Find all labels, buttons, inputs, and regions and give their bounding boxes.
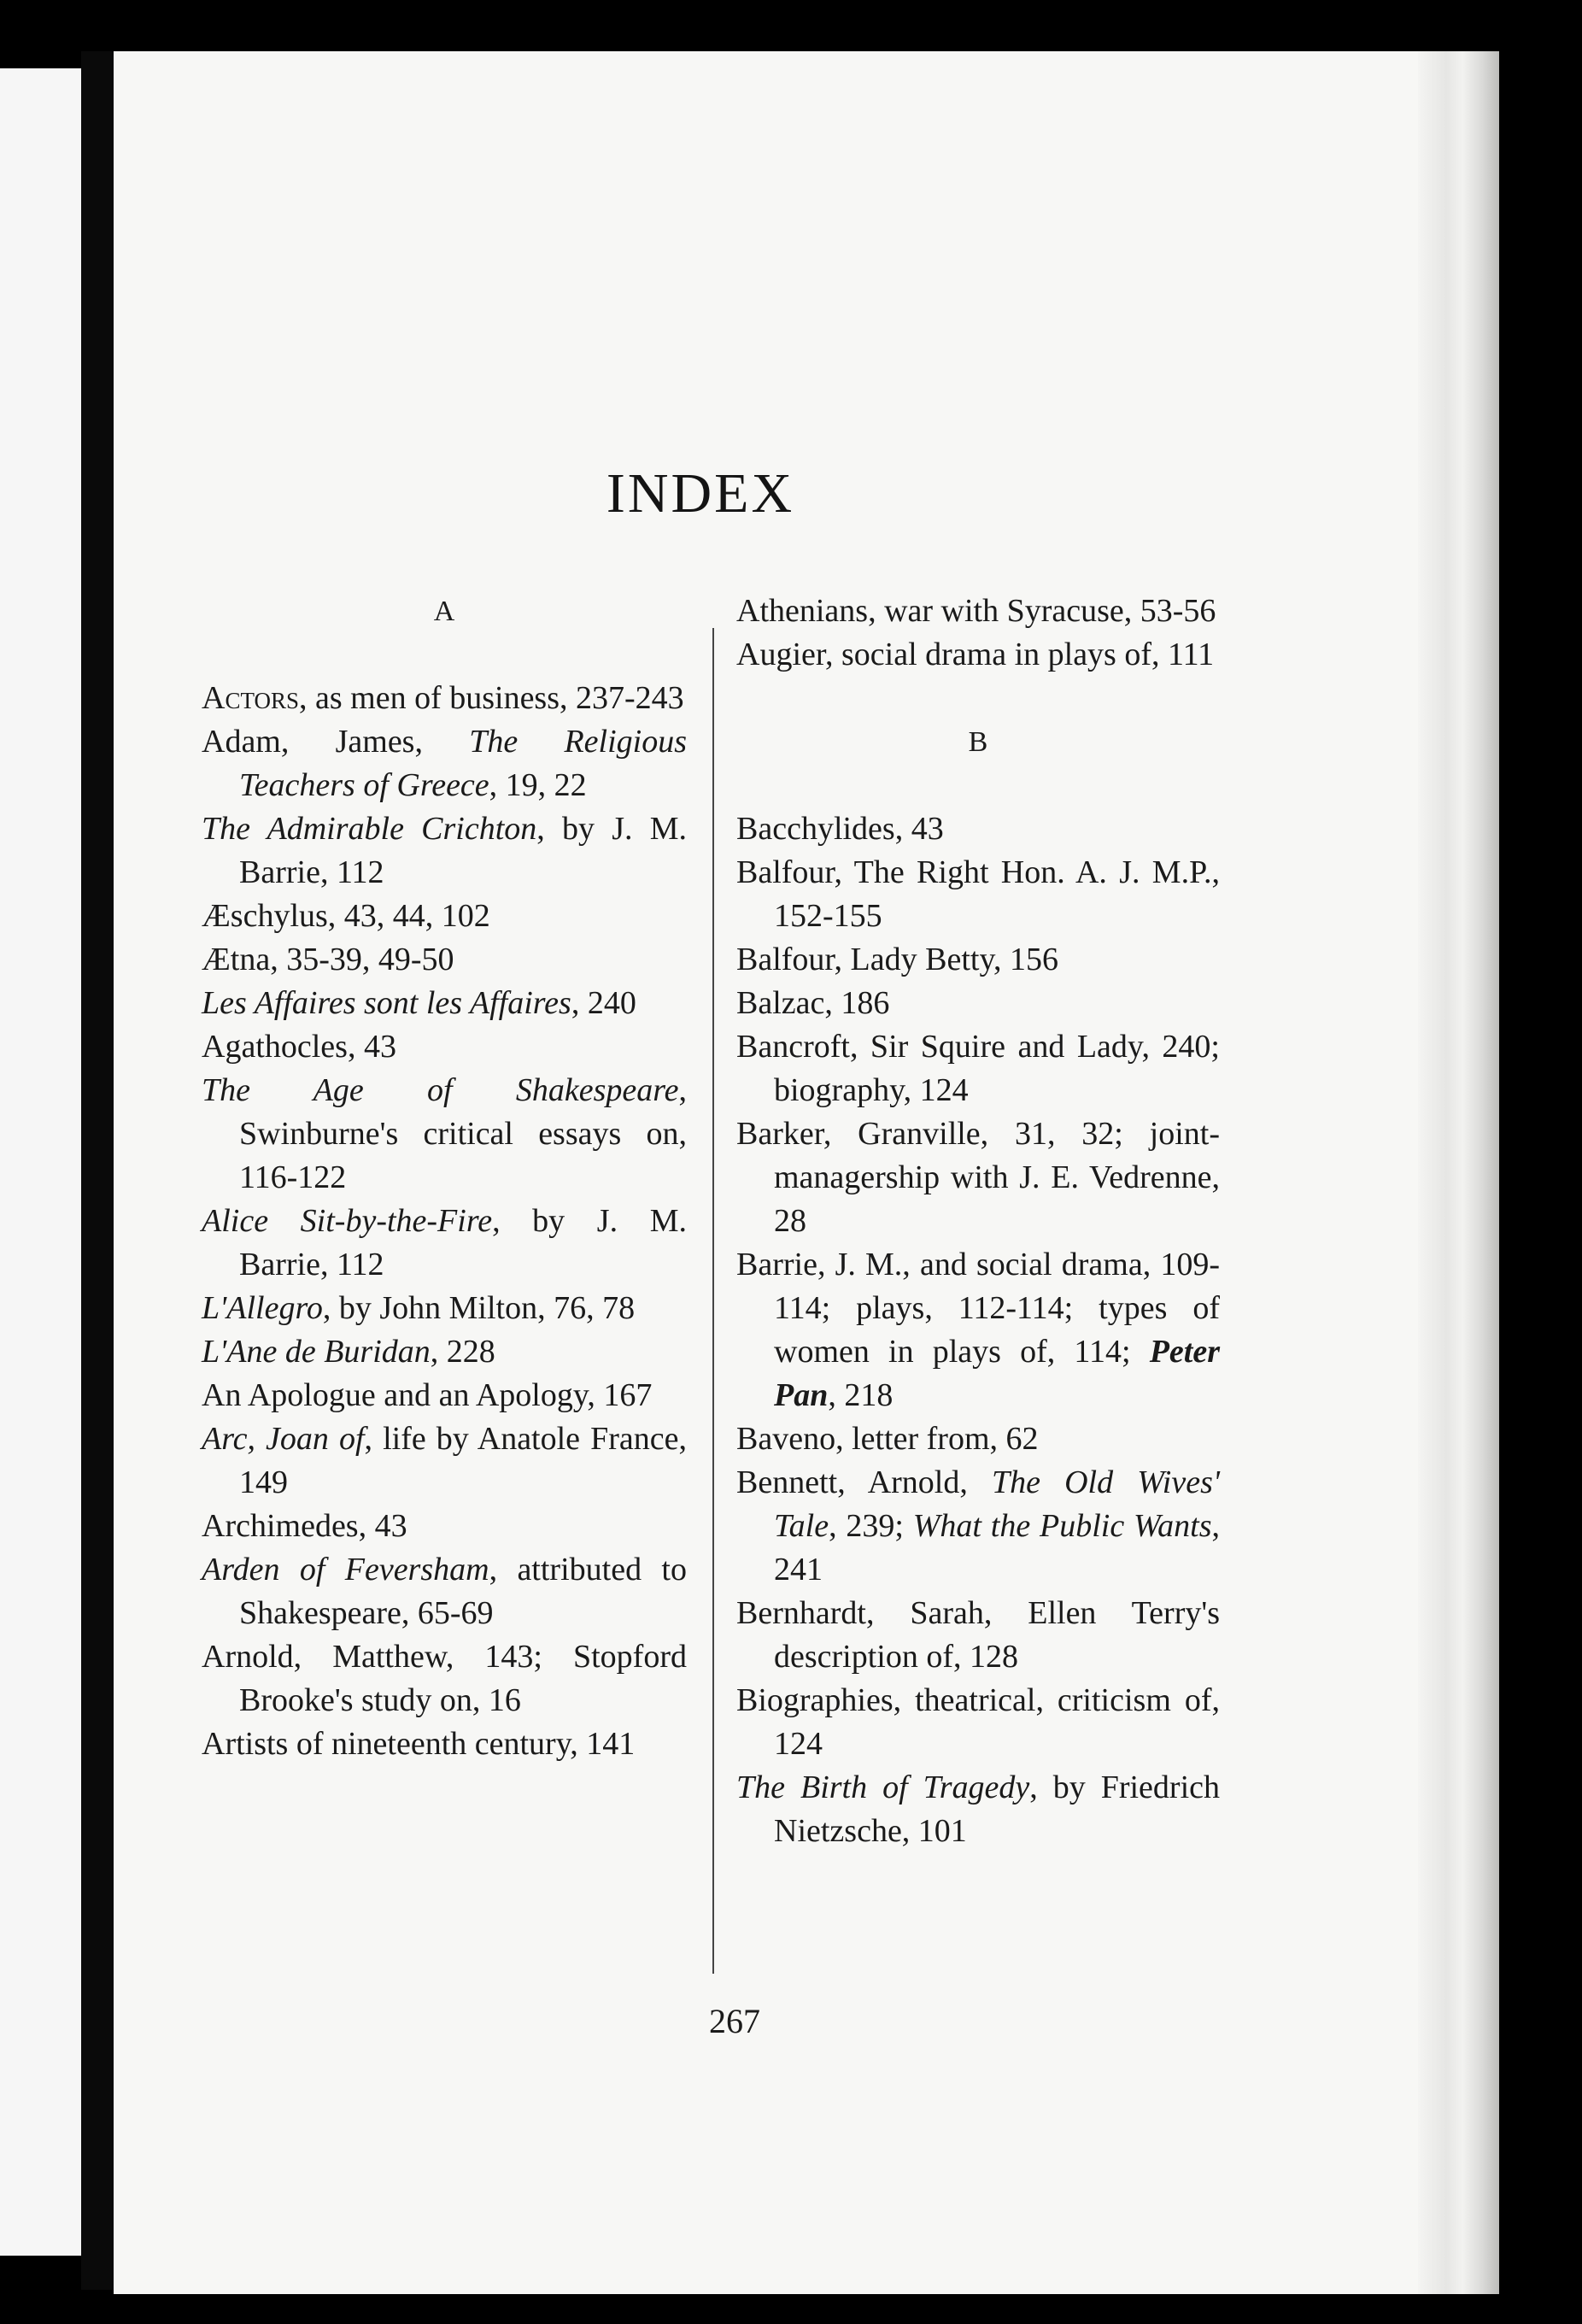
index-entry-bancroft: Bancroft, Sir Squire and Lady, 240; biography, 124: [736, 1029, 1220, 1108]
index-entry-balfour-betty: Balfour, Lady Betty, 156: [736, 942, 1058, 977]
entry-title: Alice Sit-by-the-Fire: [202, 1203, 493, 1239]
index-entry-aeschylus: Æschylus, 43, 44, 102: [202, 898, 490, 934]
index-entry-actors: [202, 677, 687, 720]
entry-text: , by J. M. Barrie, 112: [239, 1203, 687, 1282]
entry-title: L'Ane de Buridan: [202, 1334, 431, 1370]
section-letter-b: B: [968, 726, 988, 758]
entry-text: , by Friedrich Nietzsche, 101: [774, 1769, 1220, 1849]
section-letter-a: A: [433, 596, 455, 627]
index-entry-ane-de-buridan: [202, 1330, 687, 1374]
index-entry-biographies: Biographies, theatrical, criticism of, 124: [736, 1682, 1220, 1762]
index-entry-arnold-matthew: Arnold, Matthew, 143; Stopford Brooke's study on, 16: [202, 1639, 687, 1718]
entry-text: , as men of business, 237-243: [298, 680, 684, 716]
entry-text: , 19, 22: [489, 767, 587, 803]
entry-text: , 218: [828, 1377, 894, 1413]
entry-text: , by John Milton, 76, 78: [322, 1290, 636, 1326]
entry-title: Les Affaires sont les Affaires: [202, 985, 571, 1021]
entry-text: , life by Anatole France, 149: [239, 1421, 687, 1500]
index-entry-baveno: Baveno, letter from, 62: [736, 1421, 1039, 1457]
entry-title: The Religious Teachers of Greece: [239, 724, 687, 803]
index-entry-arden-of-feversham: [202, 1548, 687, 1635]
index-entry-bacchylides: Bacchylides, 43: [736, 811, 944, 847]
column-divider: [712, 628, 714, 1974]
index-entry-apologue: [202, 1374, 687, 1417]
entry-text: , 241: [774, 1508, 1221, 1587]
index-entry-aetna: Ætna, 35-39, 49-50: [202, 942, 454, 977]
index-entry-athenians: Athenians, war with Syracuse, 53-56: [736, 593, 1216, 629]
index-entry-age-of-shakespeare: [202, 1069, 687, 1200]
index-entry-barker: Barker, Granville, 31, 32; joint-managership with J. E. Vedrenne, 28: [736, 1116, 1220, 1239]
index-entry-admirable-crichton: [202, 807, 687, 895]
index-entry-artists: Artists of nineteenth century, 141: [202, 1726, 636, 1762]
entry-text: , 228: [430, 1334, 495, 1370]
entry-title: The Birth of Tragedy: [736, 1769, 1030, 1805]
facing-page-edge: [0, 68, 81, 2256]
entry-text: , attributed to Shakespeare, 65-69: [239, 1552, 687, 1631]
index-entry-augier: Augier, social drama in plays of, 111: [736, 637, 1215, 672]
entry-title: The Admirable Crichton: [202, 811, 537, 847]
index-entry-adam: [202, 720, 687, 807]
index-entry-alice-sit-by-the-fire: [202, 1200, 687, 1287]
entry-title: What the Public Wants: [912, 1508, 1212, 1544]
section-spacer: [736, 764, 1220, 807]
entry-text: , by J. M. Barrie, 112: [239, 811, 687, 890]
index-entry-balfour-aj: Balfour, The Right Hon. A. J. M.P., 152-155: [736, 854, 1220, 934]
index-entry-agathocles: Agathocles, 43: [202, 1029, 396, 1065]
page-title: INDEX: [606, 462, 795, 525]
entry-title: The Age of Shakespeare: [202, 1072, 679, 1108]
index-column-right: [736, 590, 1220, 1853]
page-number: 267: [709, 2002, 760, 2040]
entry-lead: Actors: [202, 680, 299, 716]
entry-text: Adam, James,: [202, 724, 470, 760]
index-entry-les-affaires: [202, 982, 687, 1025]
entry-title: Arc, Joan of: [202, 1421, 365, 1457]
entry-title: L'Allegro: [202, 1290, 323, 1326]
index-column-left: [202, 590, 687, 1766]
entry-text: , 240: [571, 985, 636, 1021]
index-entry-barrie: [736, 1243, 1220, 1417]
entry-text: , Swinburne's critical essays on, 116-122: [239, 1072, 687, 1195]
section-spacer: [202, 633, 687, 677]
entry-text: Bennett, Arnold,: [736, 1464, 992, 1500]
entry-text: , 239;: [829, 1508, 913, 1544]
index-entry-allegro: [202, 1287, 687, 1330]
entry-text: An Apologue and an Apology: [202, 1377, 588, 1413]
section-spacer: [736, 677, 1220, 720]
entry-title: Arden of Feversham: [202, 1552, 489, 1587]
page-fore-edge: [1418, 51, 1499, 2294]
index-entry-bernhardt: Bernhardt, Sarah, Ellen Terry's description of, 128: [736, 1595, 1220, 1675]
index-entry-bennett: [736, 1461, 1221, 1592]
index-entry-archimedes: Archimedes, 43: [202, 1508, 407, 1544]
entry-text: , 167: [587, 1377, 653, 1413]
index-entry-birth-of-tragedy: [736, 1766, 1220, 1853]
entry-title: Peter Pan: [774, 1334, 1220, 1413]
entry-title: The Old Wives' Tale: [774, 1464, 1220, 1544]
entry-text: Barrie, J. M., and social drama, 109-114; plays, 112-114; types of women in plays of, 114;: [736, 1247, 1220, 1370]
index-entry-arc-joan-of: [202, 1417, 687, 1505]
book-gutter: [81, 51, 114, 2290]
index-entry-balzac: Balzac, 186: [736, 985, 890, 1021]
